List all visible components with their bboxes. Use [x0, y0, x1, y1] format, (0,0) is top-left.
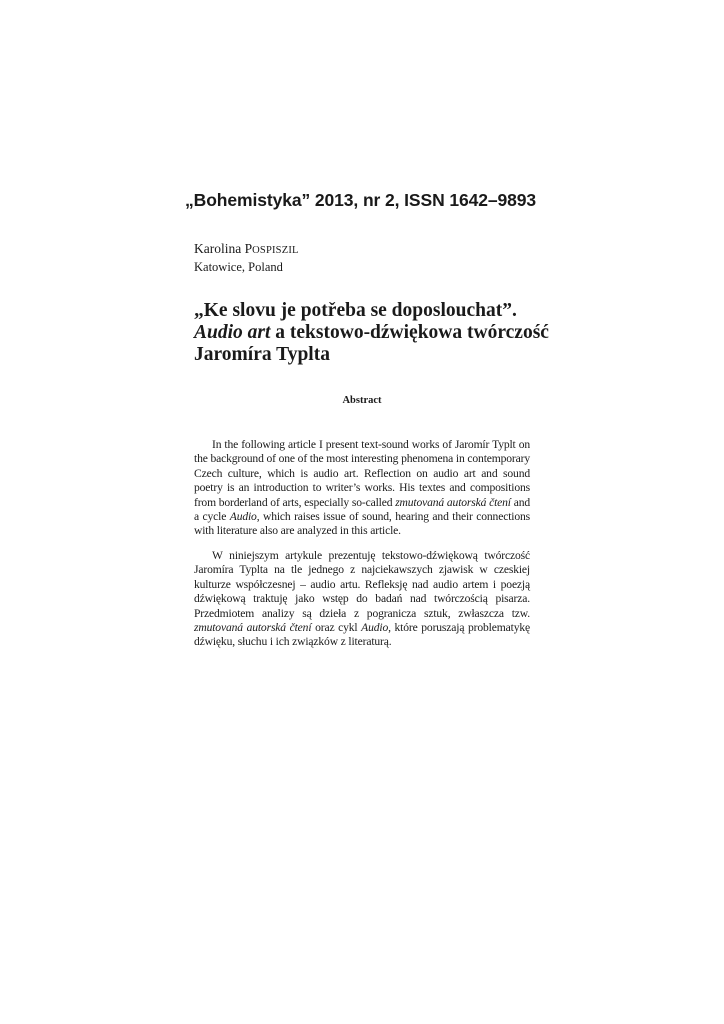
abstract-en-italic-2: Audio: [229, 510, 257, 524]
title-italic-term: Audio art: [194, 322, 271, 343]
abstract-pl-italic-1: zmutovaná autorská čtení: [194, 621, 312, 635]
journal-header: „Bohemistyka” 2013, nr 2, ISSN 1642–9893: [185, 190, 537, 210]
author-surname-rest: OSPISZIL: [252, 245, 299, 256]
title-line-1: „Ke slovu je potřeba se doposlouchat”.: [194, 300, 517, 321]
abstract-en-text-3: , which raises issue of sound, hearing and their connections with literature also are analyzed in this article.: [194, 510, 530, 538]
abstract-pl-text-3: , które poruszają problematykę dźwięku, słuchu i ich związków z literaturą.: [194, 621, 530, 649]
abstract-heading: Abstract: [342, 395, 382, 406]
abstract-polish: [194, 549, 530, 650]
article-title: [194, 300, 549, 366]
author-surname: [245, 241, 299, 256]
author-name: [194, 241, 299, 257]
author-first-name: Karolina: [194, 241, 242, 256]
title-line-3: Jaromíra Typlta: [194, 344, 330, 365]
abstract-english: [194, 438, 530, 539]
title-line-2: [194, 322, 549, 344]
abstract-pl-italic-2: Audio: [361, 621, 389, 635]
title-line-2-rest: a tekstowo-dźwiękowa twórczość: [270, 322, 549, 343]
abstract-en-italic-1: zmutovaná autorská čtení: [395, 495, 511, 509]
author-affiliation: Katowice, Poland: [194, 260, 283, 274]
abstract-pl-text-2: oraz cykl: [311, 621, 362, 635]
abstract-en-text-1: In the following article I present text-sound works of Jaromír Typlt on the background of one of the most interesting phenomena in contemporary Czech culture, which is audio art. Reflection on audio art and sound poetry is an introduction to writer’s works. His textes and compositions from borderland of arts, especially so-called: [194, 438, 530, 509]
abstract-pl-text-1: W niniejszym artykule prezentuję tekstowo-dźwiękową twórczość Jaromíra Typlta na tle jednego z najciekawszych zjawisk w czeskiej kulturze współczesnej – audio artu. Refleksję nad audio artem i poezją dźwiękową traktuję jako wstęp do badań nad twórczością pisarza. Przedmiotem analizy są dzieła z pogranicza sztuk, zwłaszcza tzw.: [194, 549, 530, 620]
abstract-en-text-2: and a cycle: [194, 495, 531, 524]
author-surname-initial: P: [244, 241, 253, 256]
